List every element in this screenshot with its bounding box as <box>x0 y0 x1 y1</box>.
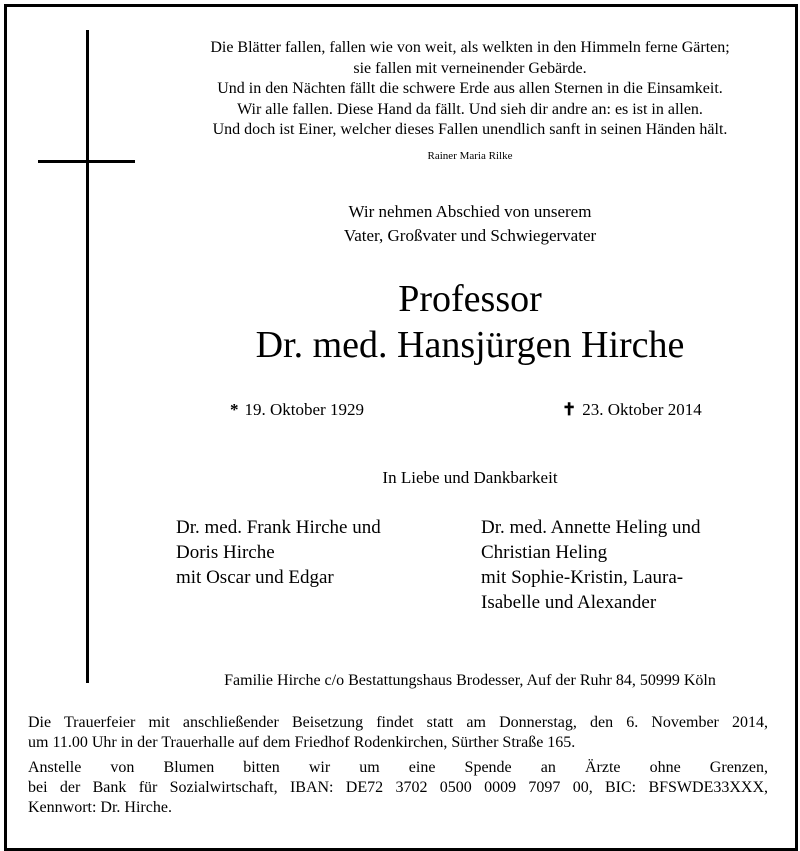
intro-line: Vater, Großvater und Schwiegervater <box>343 226 597 245</box>
poem-line: sie fallen mit verneinender Gebärde. <box>353 59 587 77</box>
death-date <box>562 400 702 420</box>
family-line: mit Sophie-Kristin, Laura- <box>481 567 684 588</box>
family-line: Christian Heling <box>481 542 608 563</box>
family-line: mit Oscar und Edgar <box>176 567 334 588</box>
dedication: In Liebe und Dankbarkeit <box>382 468 558 487</box>
poem-author: Rainer Maria Rilke <box>427 150 513 162</box>
poem-line: Und doch ist Einer, welcher dieses Fallen unendlich sanft in seinen Händen hält. <box>212 121 728 139</box>
ceremony-notice <box>28 713 768 753</box>
poem <box>150 38 790 141</box>
deceased-name-block <box>150 276 790 368</box>
intro-text <box>150 200 790 248</box>
deceased-name: Dr. med. Hansjürgen Hirche <box>255 324 685 366</box>
birth-date-text: 19. Oktober 1929 <box>244 400 364 419</box>
cross-icon-vertical <box>86 30 89 683</box>
birth-date <box>230 400 364 420</box>
family-address: Familie Hirche c/o Bestattungshaus Brodesser, Auf der Ruhr 84, 50999 Köln <box>224 672 716 689</box>
deceased-title: Professor <box>398 278 542 320</box>
ceremony-line: um 11.00 Uhr in der Trauerhalle auf dem Friedhof Rodenkirchen, Sürther Straße 165. <box>28 734 576 751</box>
family-right <box>481 515 701 615</box>
family-line: Doris Hirche <box>176 542 275 563</box>
cross-icon-horizontal <box>38 160 135 163</box>
cross-icon: ✝ <box>562 400 577 419</box>
poem-line: Die Blätter fallen, fallen wie von weit, als welkten in den Himmeln ferne Gärten; <box>210 39 730 56</box>
intro-line: Wir nehmen Abschied von unserem <box>348 202 592 221</box>
family-line: Isabelle und Alexander <box>481 592 657 613</box>
donation-line: Anstelle von Blumen bitten wir um eine Spende an Ärzte ohne Grenzen, <box>28 759 768 776</box>
donation-line: Kennwort: Dr. Hirche. <box>28 799 172 816</box>
star-icon: * <box>230 400 239 419</box>
death-date-text: 23. Oktober 2014 <box>582 400 702 419</box>
family-line: Dr. med. Annette Heling und <box>481 517 701 538</box>
family-left <box>176 515 381 590</box>
poem-line: Und in den Nächten fällt die schwere Erde aus allen Sternen in die Einsamkeit. <box>217 80 723 98</box>
poem-line: Wir alle fallen. Diese Hand da fällt. Und sieh dir andre an: es ist in allen. <box>237 100 703 118</box>
ceremony-line: Die Trauerfeier mit anschließender Beisetzung findet statt am Donnerstag, den 6. November 2014, <box>28 714 768 731</box>
family-line: Dr. med. Frank Hirche und <box>176 517 381 538</box>
donation-line: bei der Bank für Sozialwirtschaft, IBAN: DE72 3702 0500 0009 7097 00, BIC: BFSWDE33XXX, <box>28 779 768 796</box>
donation-notice <box>28 758 768 818</box>
